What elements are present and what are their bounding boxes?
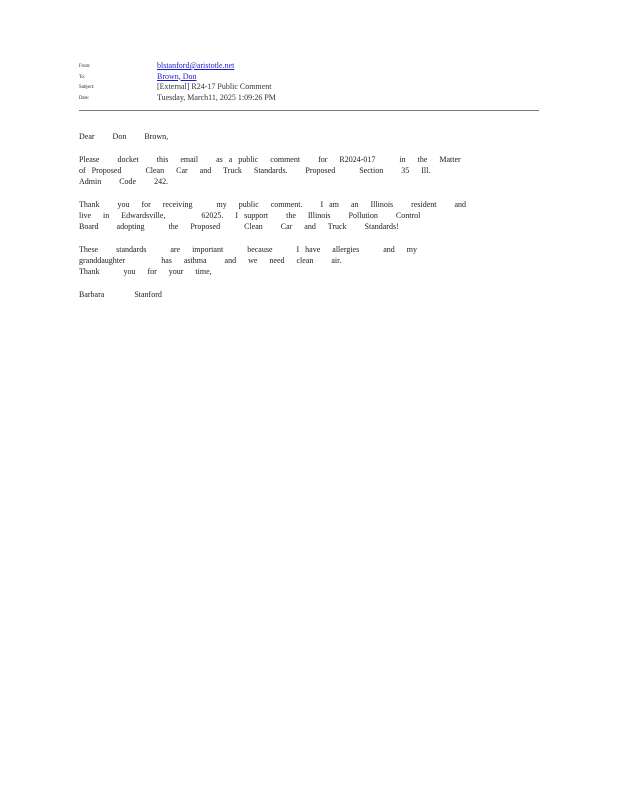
body-line: of Proposed Clean Car and Truck Standards. Proposed Section 35 Ill. — [79, 166, 431, 175]
greeting-line: Dear Don Brown, — [79, 132, 169, 141]
body-line: live in Edwardsville, 62025. I support the Illinois Pollution Control — [79, 211, 421, 220]
body-line: Admin Code 242. — [79, 177, 169, 186]
date-label: Date: — [79, 94, 90, 101]
body-line: Board adopting the Proposed Clean Car and Truck Standards! — [79, 222, 399, 231]
body-line: Please docket this email as a public comment for R2024-017 in the Matter — [79, 155, 461, 164]
header-divider — [79, 110, 539, 111]
subject-value: [External] R24-17 Public Comment — [157, 82, 272, 91]
body-line: These standards are important because I have allergies and my — [79, 245, 417, 254]
from-label: From: — [79, 63, 91, 69]
subject-row — [79, 82, 539, 93]
signature-name: Barbara Stanford — [79, 290, 162, 299]
greeting — [79, 131, 379, 142]
email-body — [79, 131, 467, 312]
date-value: Tuesday, March11, 2025 1:09:26 PM — [157, 92, 276, 102]
email-header — [79, 61, 539, 103]
signature — [79, 289, 379, 300]
paragraph-docket — [79, 154, 461, 187]
subject-label: Subject: — [79, 84, 95, 90]
to-row — [79, 72, 539, 83]
to-label: To: — [79, 73, 86, 80]
body-line: granddaughter has asthma and we need clean air. — [79, 256, 342, 265]
date-row — [79, 93, 539, 104]
from-email-link[interactable]: blstanford@aristotle.net — [157, 61, 235, 70]
body-line: Thank you for receiving my public comment. I am an Illinois resident and — [79, 200, 467, 209]
paragraph-support — [79, 199, 467, 232]
paragraph-reason — [79, 244, 417, 277]
from-row — [79, 61, 539, 72]
body-line: Thank you for your time, — [79, 267, 212, 276]
to-recipient-link[interactable]: Brown, Don — [157, 71, 197, 81]
